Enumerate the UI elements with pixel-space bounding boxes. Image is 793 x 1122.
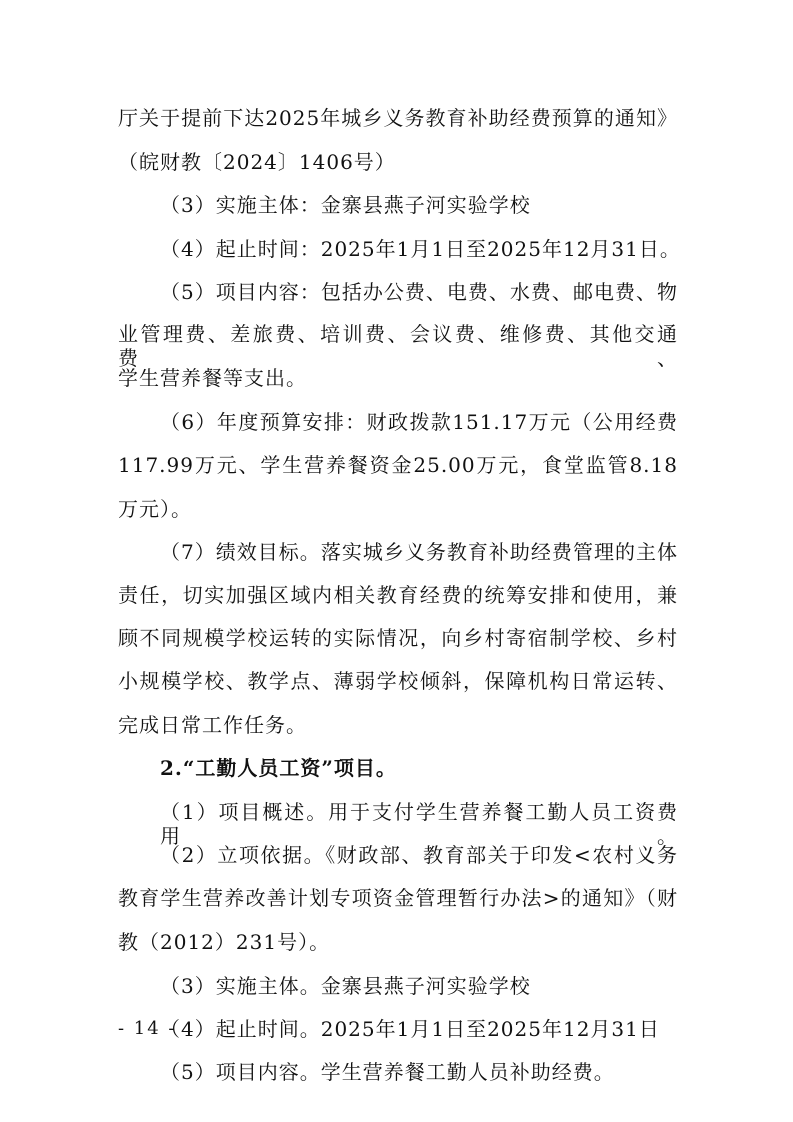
body-line: （4）起止时间。2025年1月1日至2025年12月31日 [160,1017,660,1041]
body-line: （3）实施主体。金寨县燕子河实验学校 [160,974,531,998]
body-line: （1）项目概述。用于支付学生营养餐工勤人员工资费用。 [160,800,678,848]
body-line: 业管理费、差旅费、培训费、会议费、维修费、其他交通费、 [118,322,678,370]
body-line: 教（2012）231号）。 [118,930,331,954]
body-line: （6）年度预算安排：财政拨款151.17万元（公用经费 [160,410,678,434]
body-line: 万元）。 [118,497,192,521]
body-line: 学生营养餐等支出。 [118,366,307,390]
section-heading: 2.“工勤人员工资”项目。 [160,756,397,780]
body-line: 教育学生营养改善计划专项资金管理暂行办法>的通知》（财 [118,886,678,910]
body-line: 完成日常工作任务。 [118,713,307,737]
body-line: 顾不同规模学校运转的实际情况，向乡村寄宿制学校、乡村 [118,626,678,650]
body-line: （5）项目内容。学生营养餐工勤人员补助经费。 [160,1060,615,1084]
body-line: 小规模学校、教学点、薄弱学校倾斜，保障机构日常运转、 [118,669,678,693]
body-line: （2）立项依据。《财政部、教育部关于印发<农村义务 [160,843,678,867]
body-line: （皖财教〔2024〕1406号） [118,150,396,174]
page-number: - 14 - [118,1018,177,1039]
body-line: （7）绩效目标。落实城乡义务教育补助经费管理的主体 [160,540,678,564]
body-line: （4）起止时间：2025年1月1日至2025年12月31日。 [160,237,681,261]
body-line: 责任，切实加强区域内相关教育经费的统筹安排和使用，兼 [118,583,678,607]
body-line: 厅关于提前下达2025年城乡义务教育补助经费预算的通知》 [118,106,678,130]
body-line: （5）项目内容：包括办公费、电费、水费、邮电费、物 [160,280,678,304]
body-line: （3）实施主体：金寨县燕子河实验学校 [160,193,531,217]
body-line: 117.99万元、学生营养餐资金25.00万元，食堂监管8.18 [118,453,678,477]
